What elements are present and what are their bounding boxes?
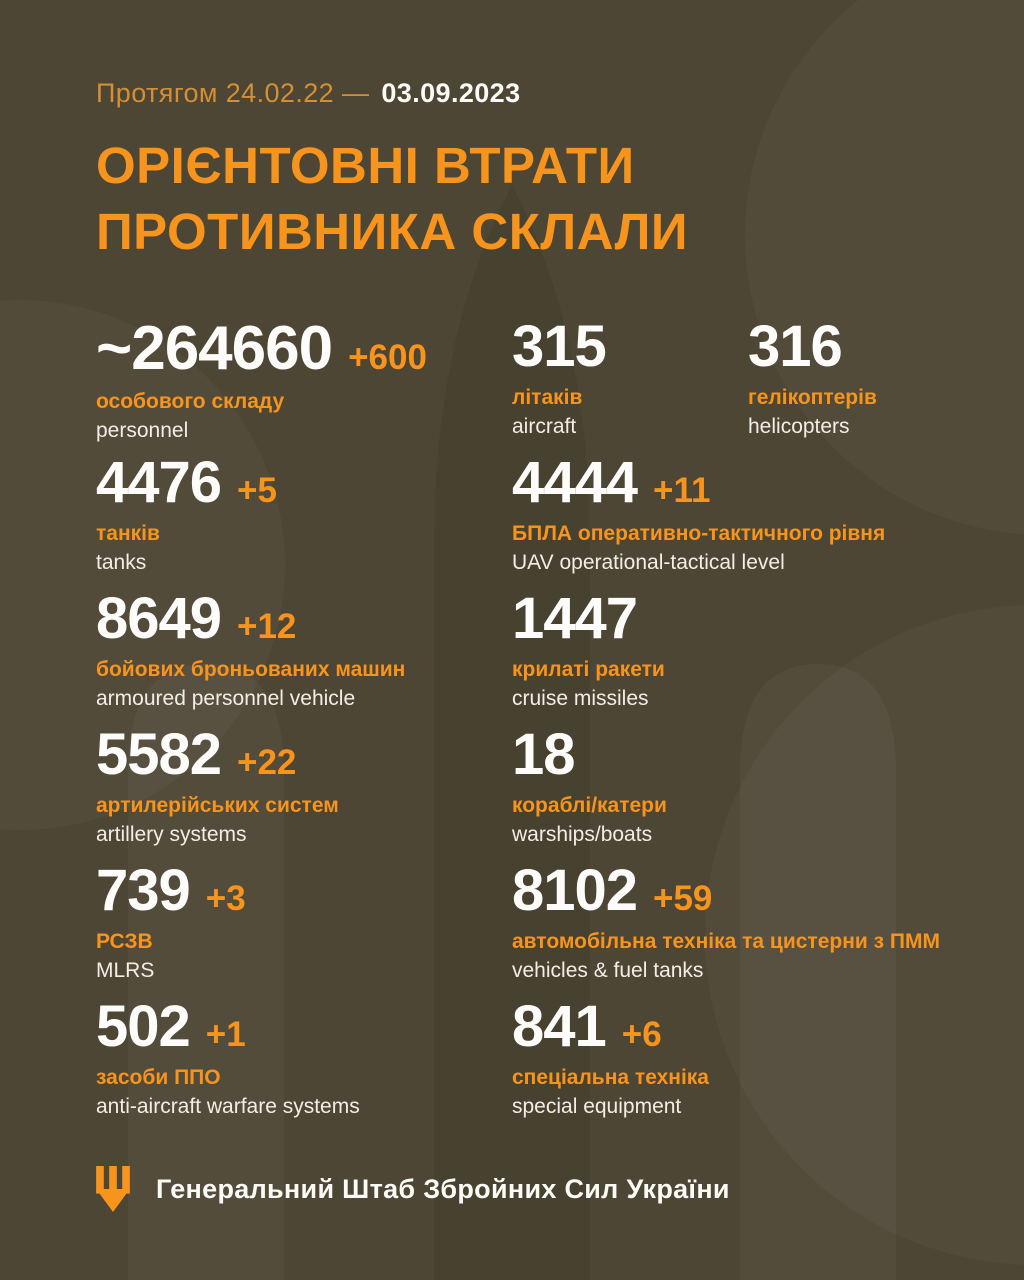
stat-label-en: special equipment — [512, 1094, 682, 1118]
stat-delta: +1 — [205, 1015, 246, 1054]
stat-warships — [512, 722, 984, 847]
stat-label-en: anti-aircraft warfare systems — [96, 1094, 360, 1118]
stat-value: 5582 — [96, 722, 222, 787]
stat-personnel — [96, 314, 512, 443]
period-date: 03.09.2023 — [381, 78, 521, 108]
stat-row-6 — [96, 994, 984, 1133]
stat-label-en: artillery systems — [96, 822, 247, 846]
stat-value: 315 — [512, 314, 606, 379]
stat-value: 739 — [96, 858, 190, 923]
stat-delta: +11 — [653, 471, 711, 510]
stat-label-uk: БПЛА оперативно-тактичного рівня — [512, 522, 886, 546]
stat-helicopters — [748, 314, 984, 439]
loss-stats — [96, 314, 984, 1133]
stat-row-3 — [96, 586, 984, 725]
page-title-line1: ОРІЄНТОВНІ ВТРАТИ — [96, 137, 635, 194]
stat-label-uk: РСЗВ — [96, 930, 153, 954]
stat-delta: +59 — [653, 879, 713, 918]
stat-row-5 — [96, 858, 984, 997]
stat-value: 4476 — [96, 450, 222, 515]
stat-anti-aircraft — [96, 994, 512, 1119]
stat-label-uk: кораблі/катери — [512, 794, 667, 818]
stat-delta: +22 — [237, 743, 297, 782]
stat-label-uk: спеціальна техніка — [512, 1066, 709, 1090]
period-prefix: Протягом 24.02.22 — — [96, 78, 370, 108]
stat-delta: +5 — [237, 471, 277, 510]
stat-label-uk: літаків — [512, 386, 583, 410]
stat-label-en: tanks — [96, 550, 147, 574]
stat-label-uk: гелікоптерів — [748, 386, 877, 410]
stat-uav — [512, 450, 984, 575]
stat-label-en: armoured personnel vehicle — [96, 686, 356, 710]
stat-label-uk: бойових броньованих машин — [96, 658, 406, 682]
footer — [96, 1166, 730, 1212]
stat-armoured-vehicles — [96, 586, 512, 711]
stat-label-uk: автомобільна техніка та цистерни з ПММ — [512, 930, 940, 954]
stat-label-uk: крилаті ракети — [512, 658, 665, 682]
stat-label-en: warships/boats — [512, 822, 653, 846]
stat-label-en: vehicles & fuel tanks — [512, 958, 704, 982]
stat-row-4 — [96, 722, 984, 861]
stat-value: 18 — [512, 722, 575, 787]
stat-delta: +12 — [237, 607, 297, 646]
stat-label-uk: особового складу — [96, 390, 285, 414]
stat-value: 841 — [512, 994, 606, 1059]
report-period — [96, 78, 984, 109]
stat-label-en: aircraft — [512, 414, 577, 438]
stat-label-uk: танків — [96, 522, 160, 546]
stat-label-en: UAV operational-tactical level — [512, 550, 785, 574]
stat-label-en: helicopters — [748, 414, 850, 438]
stat-delta: +6 — [621, 1015, 662, 1054]
stat-delta: +600 — [348, 338, 427, 377]
stat-delta: +3 — [205, 879, 246, 918]
stat-label-uk: засоби ППО — [96, 1066, 221, 1090]
stat-row-1 — [96, 314, 984, 453]
stat-value: 8102 — [512, 858, 638, 923]
stat-label-en: personnel — [96, 418, 189, 442]
source-org: Генеральний Штаб Збройних Сил України — [156, 1173, 730, 1204]
stat-label-en: cruise missiles — [512, 686, 649, 710]
stat-cruise-missiles — [512, 586, 984, 711]
stat-row-2 — [96, 450, 984, 589]
stat-vehicles-fuel — [512, 858, 984, 983]
stat-artillery — [96, 722, 512, 847]
stat-special-equipment — [512, 994, 984, 1119]
stat-aircraft — [512, 314, 748, 439]
page-title — [96, 133, 984, 265]
stat-value: 1447 — [512, 586, 638, 651]
trident-icon — [96, 1166, 130, 1212]
stat-tanks — [96, 450, 512, 575]
stat-label-uk: артилерійських систем — [96, 794, 339, 818]
page-title-line2: ПРОТИВНИКА СКЛАЛИ — [96, 203, 689, 260]
stat-value: 316 — [748, 314, 842, 379]
stat-value: 8649 — [96, 586, 222, 651]
stat-value: ~264660 — [96, 314, 333, 383]
stat-value: 502 — [96, 994, 190, 1059]
stat-value: 4444 — [512, 450, 638, 515]
stat-label-en: MLRS — [96, 958, 155, 982]
stat-mlrs — [96, 858, 512, 983]
